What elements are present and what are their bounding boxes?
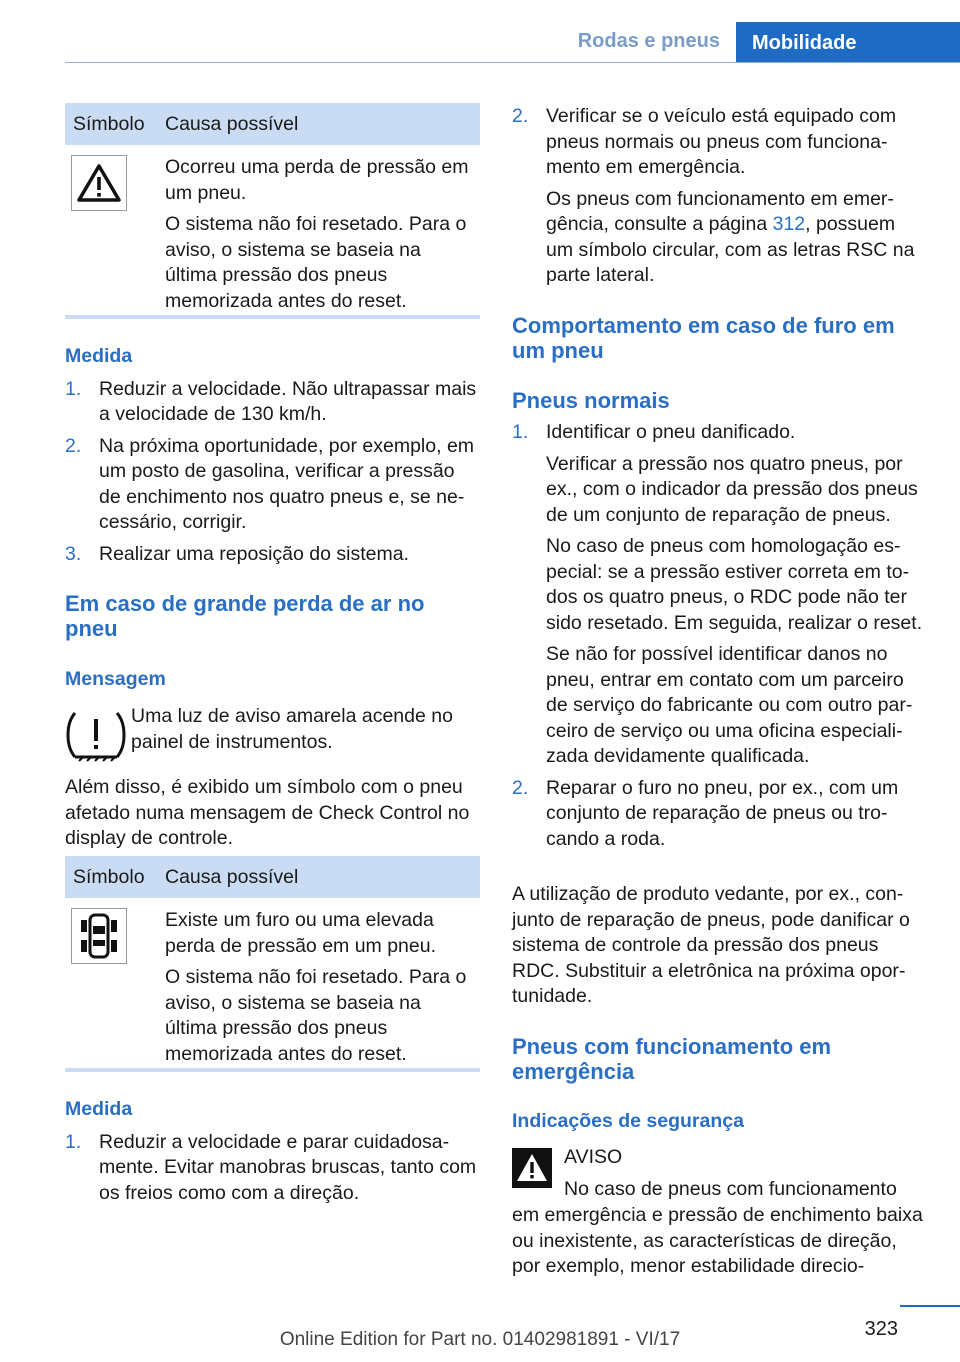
table-header-cause: Causa possível [157,103,480,145]
continued-list [512,104,927,289]
warning-triangle-icon [71,155,127,211]
footer-edition: Online Edition for Part no. 01402981891 - VI/17 [279,1329,681,1350]
table-header-symbol: Símbolo [65,103,157,145]
warning-triangle-icon [512,1148,552,1190]
section-heading: Pneus com funcionamento em emergência [512,1034,832,1084]
list-item: 2. Reparar o furo no pneu, por ex., com um conjunto de reparação de pneus ou trocando a roda. [512,776,899,850]
list-item: 3. Realizar uma reposição do sistema. [65,542,409,565]
header-rule [65,62,960,63]
cause-text: Existe um furo ou uma elevada perda de pressão em um pneu. [165,909,437,957]
mensagem-text: Uma luz de aviso amarela acende no painel de instrumentos. [131,705,453,753]
normais-list [512,420,927,852]
footer-rule [900,1305,960,1307]
mensagem-title: Mensagem [65,668,166,690]
subsection-heading: Indicações de segurança [512,1110,744,1132]
aviso-text: No caso de pneus com funcionamento [564,1178,897,1200]
medida-title: Medida [65,345,133,367]
aviso-text: em emergência e pressão de enchimento baixa ou inexistente, as características de direção, por exemplo, menor estabilidade direcio- [512,1204,923,1277]
list-item: 1. Reduzir a velocidade e parar cuidadosamente. Evitar manobras bruscas, tanto com os freios como com a direção. [65,1130,477,1204]
car-tires-icon [71,908,127,964]
subsection-heading: Pneus normais [512,388,670,413]
medida-section-1 [65,344,480,567]
list-item: 2. Na próxima oportunidade, por exemplo, em um posto de gasolina, verificar a pressão de enchimento nos quatro pneus e, se necessário, corrigir. [65,434,475,533]
cause-text: O sistema não foi resetado. Para o aviso, o sistema se baseia na última pressão dos pneus memorizada antes do reset. [165,213,467,312]
paragraph: Além disso, é exibido um símbolo com o pneu afetado numa mensagem de Check Control no display de controle. [65,776,470,849]
aviso-label: AVISO [564,1146,623,1168]
header-tab: Mobilidade [736,22,960,62]
list-item: 1. Reduzir a velocidade. Não ultrapassar mais a velocidade de 130 km/h. [65,377,477,425]
medida-title: Medida [65,1098,133,1120]
page-link[interactable]: 312 [772,213,806,235]
header-section: Rodas e pneus [577,30,720,52]
list-item: 2. Verificar se o veículo está equipado com pneus normais ou pneus com funcionamento em emergência. Os pneus com funcionamento em emergência, consulte a página 312, possuem um símbolo circular, com as letras RSC na parte lateral. [512,105,915,286]
medida-section-2 [65,1097,480,1206]
table-header-cause: Causa possível [157,856,480,898]
table-rule [65,1068,480,1072]
cause-text: Ocorreu uma perda de pressão em um pneu. [165,156,469,204]
symbol-table-1 [65,103,480,328]
section-heading: Em caso de grande perda de ar no pneu [65,591,425,641]
symbol-table-2 [65,856,480,1081]
section-heading: Comportamento em caso de furo em um pneu [512,313,895,363]
list-item: 1. Identificar o pneu danificado. Verificar a pressão nos quatro pneus, por ex., com o indicador da pressão dos pneus de um conjunto de reparação de pneus. No caso de pneus com homologação especial: se a pressão estiver correta em todos os quatro pneus, o RDC pode não ter sido resetado. Em seguida, realizar o reset. Se não for possível identificar danos no pneu, entrar em contato com um parceiro de serviço do fabricante ou com outro parceiro de serviço ou uma oficina especializada devidamente qualificada. [512,421,923,767]
paragraph: A utilização de produto vedante, por ex., conjunto de reparação de pneus, pode danificar o sistema de controle da pressão dos pneus RDC. Substituir a eletrônica na próxima oportunidade. [512,883,910,1007]
tire-pressure-warning-icon [65,707,127,763]
page-number: 323 [864,1318,898,1340]
table-header-symbol: Símbolo [65,856,157,898]
cause-text: O sistema não foi resetado. Para o aviso, o sistema se baseia na última pressão dos pneus memorizada antes do reset. [165,966,467,1065]
table-rule [65,315,480,319]
